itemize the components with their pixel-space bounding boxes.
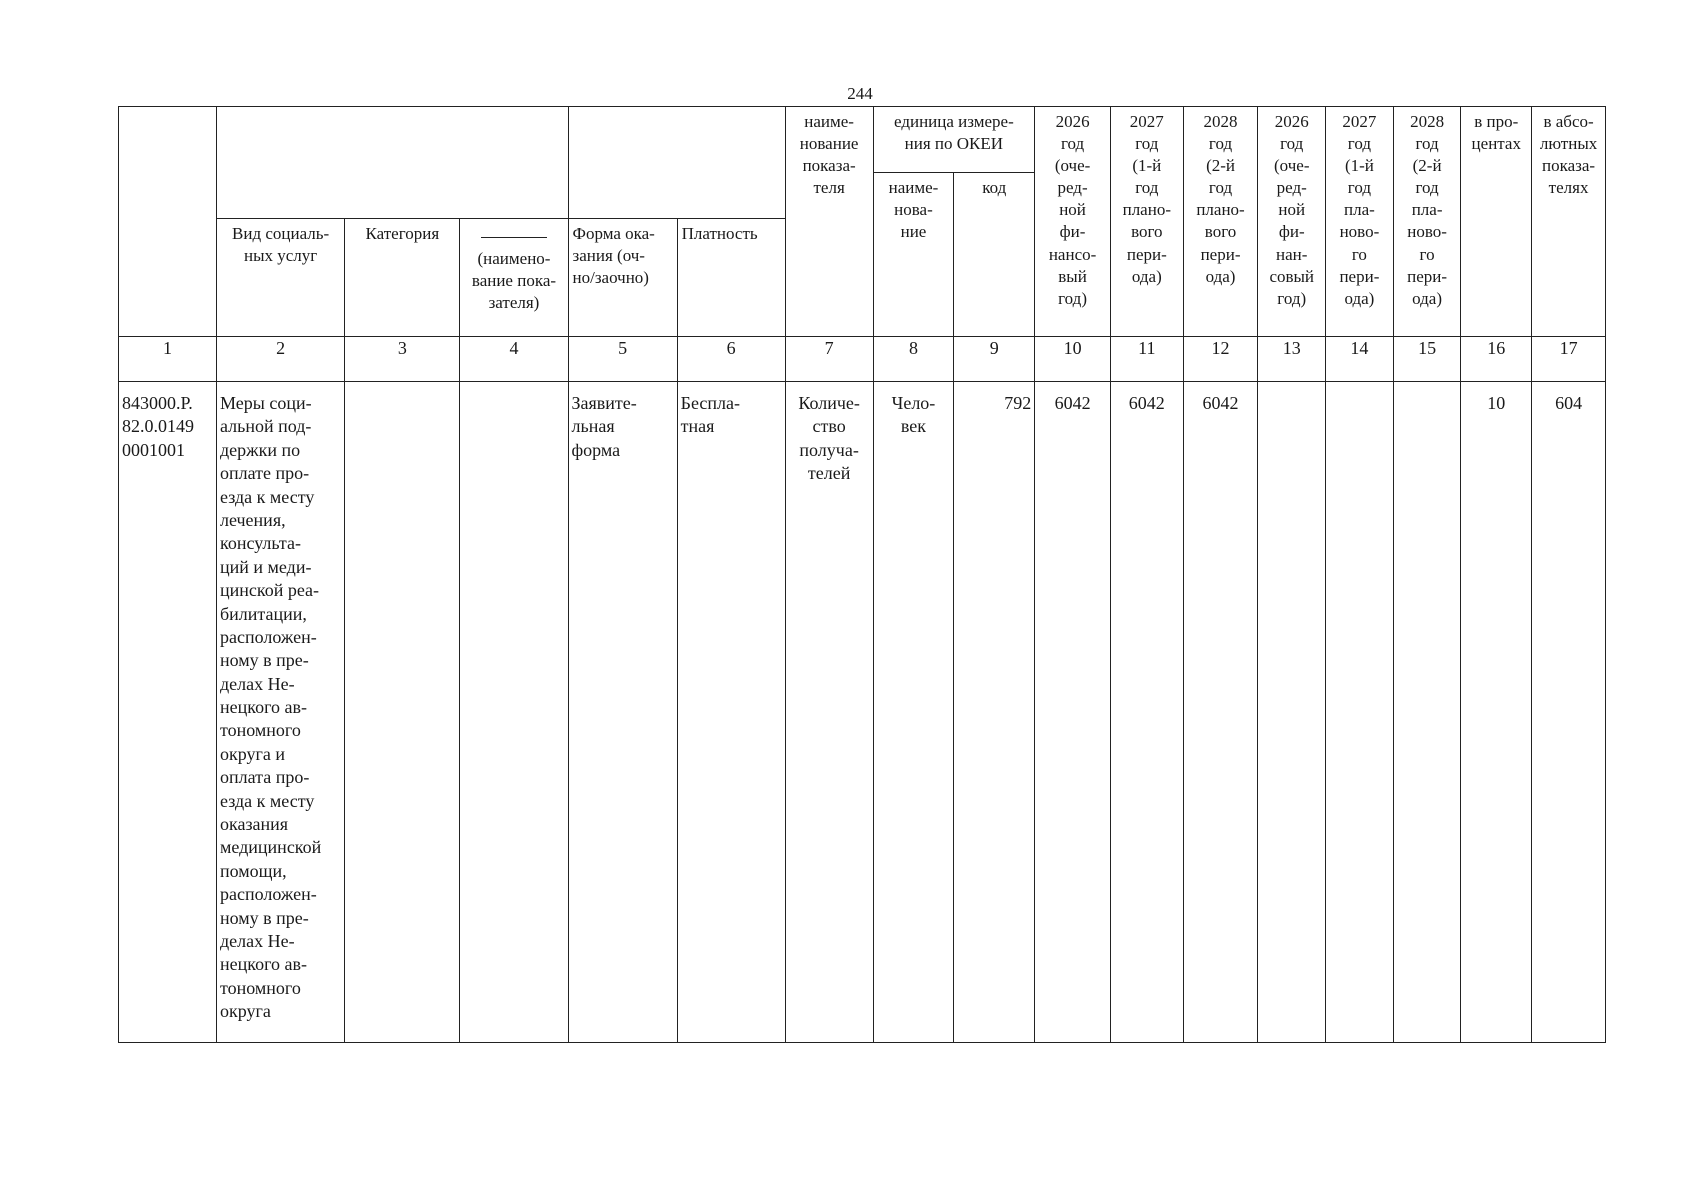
value-2027-a: 6042 — [1110, 382, 1183, 1043]
col-number: 11 — [1110, 337, 1183, 382]
unit-code-value: 792 — [954, 382, 1035, 1043]
col-number: 15 — [1393, 337, 1461, 382]
payment-value: Беспла- тная — [677, 382, 785, 1043]
col-number: 3 — [345, 337, 460, 382]
value-2026-b — [1258, 382, 1326, 1043]
header-2026-a: 2026 год (оче- ред- ной фи- нансо- вый год) — [1035, 107, 1111, 337]
value-2027-b — [1326, 382, 1394, 1043]
header-cell-5-6 — [568, 107, 785, 219]
unit-name-value: Чело- век — [873, 382, 954, 1043]
header-indicator-name: наиме- нование показа- теля — [785, 107, 873, 337]
header-percent: в про- центах — [1461, 107, 1532, 337]
indicator-blank-value — [460, 382, 568, 1043]
col-number: 4 — [460, 337, 568, 382]
service-type-value: Меры соци- альной под- держки по оплате про- езда к месту лечения, консульта- ций и меди- цинской реа- билитации, расположен- ному в пре- делах Не- нецкого ав- тономного округа и оплата про- езда к месту оказания медицинской помощи, расположен- ному в пре- делах Не- нецкого ав- тономного округа — [216, 382, 344, 1043]
col-number: 17 — [1532, 337, 1606, 382]
col-number: 8 — [873, 337, 954, 382]
page-number: 244 — [847, 84, 873, 103]
form-value: Заявите- льная форма — [568, 382, 677, 1043]
header-cell-1 — [119, 107, 217, 337]
col-number: 12 — [1183, 337, 1258, 382]
header-indicator-blank — [460, 219, 568, 337]
header-2028-a: 2028 год (2-й год плано- вого пери- ода) — [1183, 107, 1258, 337]
col-number: 14 — [1326, 337, 1394, 382]
column-number-row — [119, 337, 1606, 382]
header-service-type: Вид социаль- ных услуг — [216, 219, 344, 337]
header-okei-unit: единица измере- ния по ОКЕИ — [873, 107, 1035, 173]
value-absolute: 604 — [1532, 382, 1606, 1043]
col-number: 13 — [1258, 337, 1326, 382]
indicator-name-value: Количе- ство получа- телей — [785, 382, 873, 1043]
col-number: 5 — [568, 337, 677, 382]
col-number: 1 — [119, 337, 217, 382]
col-number: 16 — [1461, 337, 1532, 382]
header-cell-2-4 — [216, 107, 568, 219]
header-2027-b: 2027 год (1-й год пла- ново- го пери- ода) — [1326, 107, 1394, 337]
blank-underline — [481, 223, 547, 238]
value-2028-b — [1393, 382, 1461, 1043]
col-number: 6 — [677, 337, 785, 382]
header-2028-b: 2028 год (2-й год пла- ново- го пери- ода) — [1393, 107, 1461, 337]
category-value — [345, 382, 460, 1043]
col-number: 7 — [785, 337, 873, 382]
header-2027-a: 2027 год (1-й год плано- вого пери- ода) — [1110, 107, 1183, 337]
header-okei-name: наиме- нова- ние — [873, 173, 954, 337]
header-form: Форма ока- зания (оч- но/заочно) — [568, 219, 677, 337]
value-2026-a: 6042 — [1035, 382, 1111, 1043]
col-number: 9 — [954, 337, 1035, 382]
col-number: 2 — [216, 337, 344, 382]
header-indicator-caption: (наимено- вание пока- зателя) — [471, 249, 557, 313]
table-row — [119, 382, 1606, 1043]
header-absolute: в абсо- лютных показа- телях — [1532, 107, 1606, 337]
header-category: Категория — [345, 219, 460, 337]
value-2028-a: 6042 — [1183, 382, 1258, 1043]
header-2026-b: 2026 год (оче- ред- ной фи- нан- совый год) — [1258, 107, 1326, 337]
header-payment: Платность — [677, 219, 785, 337]
col-number: 10 — [1035, 337, 1111, 382]
value-percent: 10 — [1461, 382, 1532, 1043]
registry-code: 843000.Р. 82.0.0149 0001001 — [119, 382, 217, 1043]
indicators-table — [118, 106, 1606, 1043]
header-okei-code: код — [954, 173, 1035, 337]
